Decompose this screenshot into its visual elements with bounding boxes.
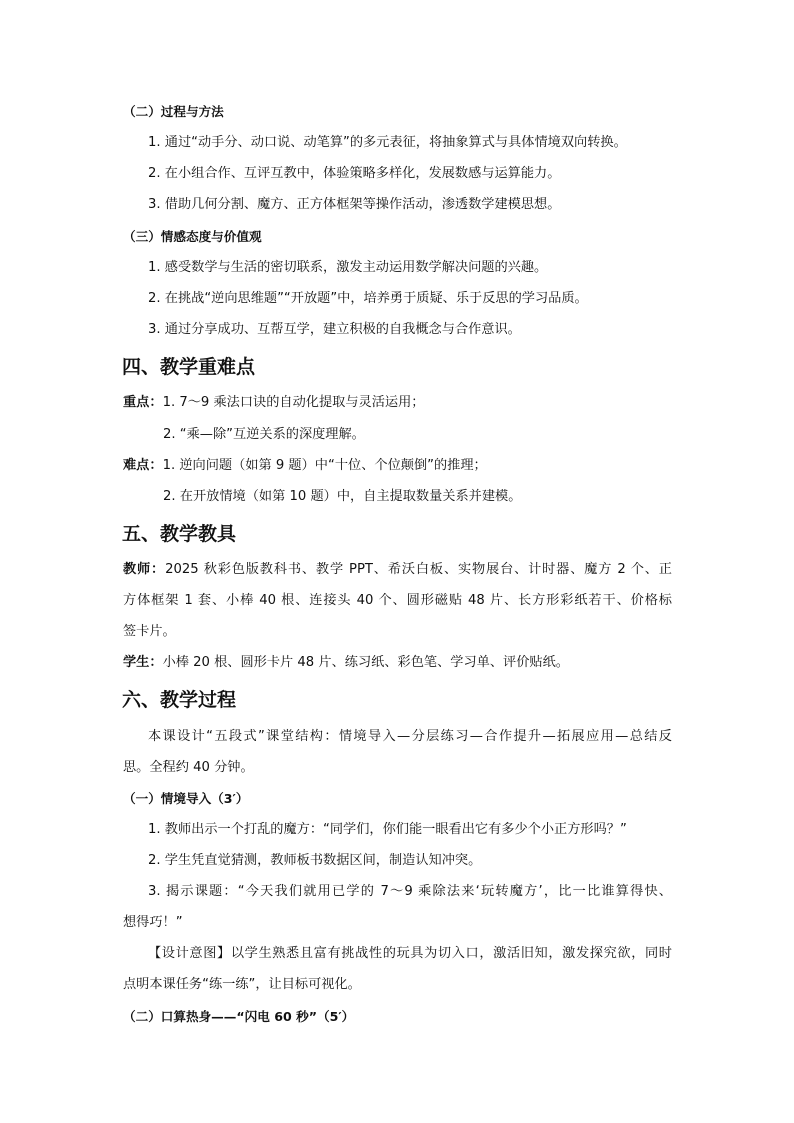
teacher-label: 教师： [123,562,166,577]
list-item-continued: 想得巧！” [123,915,183,930]
student-aids-line: 学生：小棒 20 根、圆形卡片 48 片、练习纸、彩色笔、学习单、评价贴纸。 [123,655,569,670]
difficulty-row [123,457,487,475]
list-item: 3. 借助几何分割、魔方、正方体框架等操作活动，渗透数学建模思想。 [148,197,561,212]
list-item: 1. 教师出示一个打乱的魔方：“同学们，你们能一眼看出它有多少个小正方形吗？” [148,822,627,837]
key-point-text: 2. “乘—除”互逆关系的深度理解。 [163,427,365,442]
list-item: 3. 揭示课题：“今天我们就用已学的 7～9 乘除法来‘玩转魔方’，比一比谁算得快、 [148,884,672,899]
teacher-aids-line: 方体框架 1 套、小棒 40 根、连接头 40 个、圆形磁贴 48 片、长方形彩纸若干、价格标 [123,593,672,608]
key-point-text: 1. 7～9 乘法口诀的自动化提取与灵活运用； [162,395,425,410]
subheading-mental-math-warmup: （二）口算热身——“闪电 60 秒”（5′） [123,1009,355,1024]
list-item: 1. 通过“动手分、动口说、动笔算”的多元表征，将抽象算式与具体情境双向转换。 [148,135,627,150]
subheading-process-method: （二）过程与方法 [123,104,224,119]
process-intro-line: 本课设计“五段式”课堂结构：情境导入—分层练习—合作提升—拓展应用—总结反 [148,729,672,744]
list-item: 2. 在挑战“逆向思维题”“开放题”中，培养勇于质疑、乐于反思的学习品质。 [148,291,588,306]
section-title-key-points: 四、教学重难点 [122,356,256,378]
list-item: 1. 感受数学与生活的密切联系，激发主动运用数学解决问题的兴趣。 [148,260,548,275]
design-intent-line: 点明本课任务“练一练”，让目标可视化。 [123,977,361,992]
difficulty-text: 1. 逆向问题（如第 9 题）中“十位、个位颠倒”的推理； [162,458,487,473]
key-point-label: 重点： [123,395,163,410]
process-intro-line: 思。全程约 40 分钟。 [123,760,254,775]
difficulty-label: 难点： [123,458,163,473]
section-title-teaching-aids: 五、教学教具 [122,523,237,545]
teacher-aids-line: 教师：2025 秋彩色版教科书、教学 PPT、希沃白板、实物展台、计时器、魔方 2 个、正 [123,562,672,577]
difficulty-text: 2. 在开放情境（如第 10 题）中，自主提取数量关系并建模。 [163,489,522,504]
teacher-aids-line: 签卡片。 [123,624,176,639]
student-label: 学生： [123,655,163,670]
section-title-teaching-process: 六、教学过程 [122,689,237,711]
subheading-attitude-values: （三）情感态度与价值观 [123,229,262,244]
design-intent-line: 【设计意图】以学生熟悉且富有挑战性的玩具为切入口，激活旧知，激发探究欲，同时 [148,946,672,961]
list-item: 3. 通过分享成功、互帮互学，建立积极的自我概念与合作意识。 [148,322,521,337]
subheading-situation-intro: （一）情境导入（3′） [123,791,249,806]
list-item: 2. 学生凭直觉猜测，教师板书数据区间，制造认知冲突。 [148,853,482,868]
key-point-row [123,394,425,412]
list-item: 2. 在小组合作、互评互教中，体验策略多样化，发展数感与运算能力。 [148,166,561,181]
